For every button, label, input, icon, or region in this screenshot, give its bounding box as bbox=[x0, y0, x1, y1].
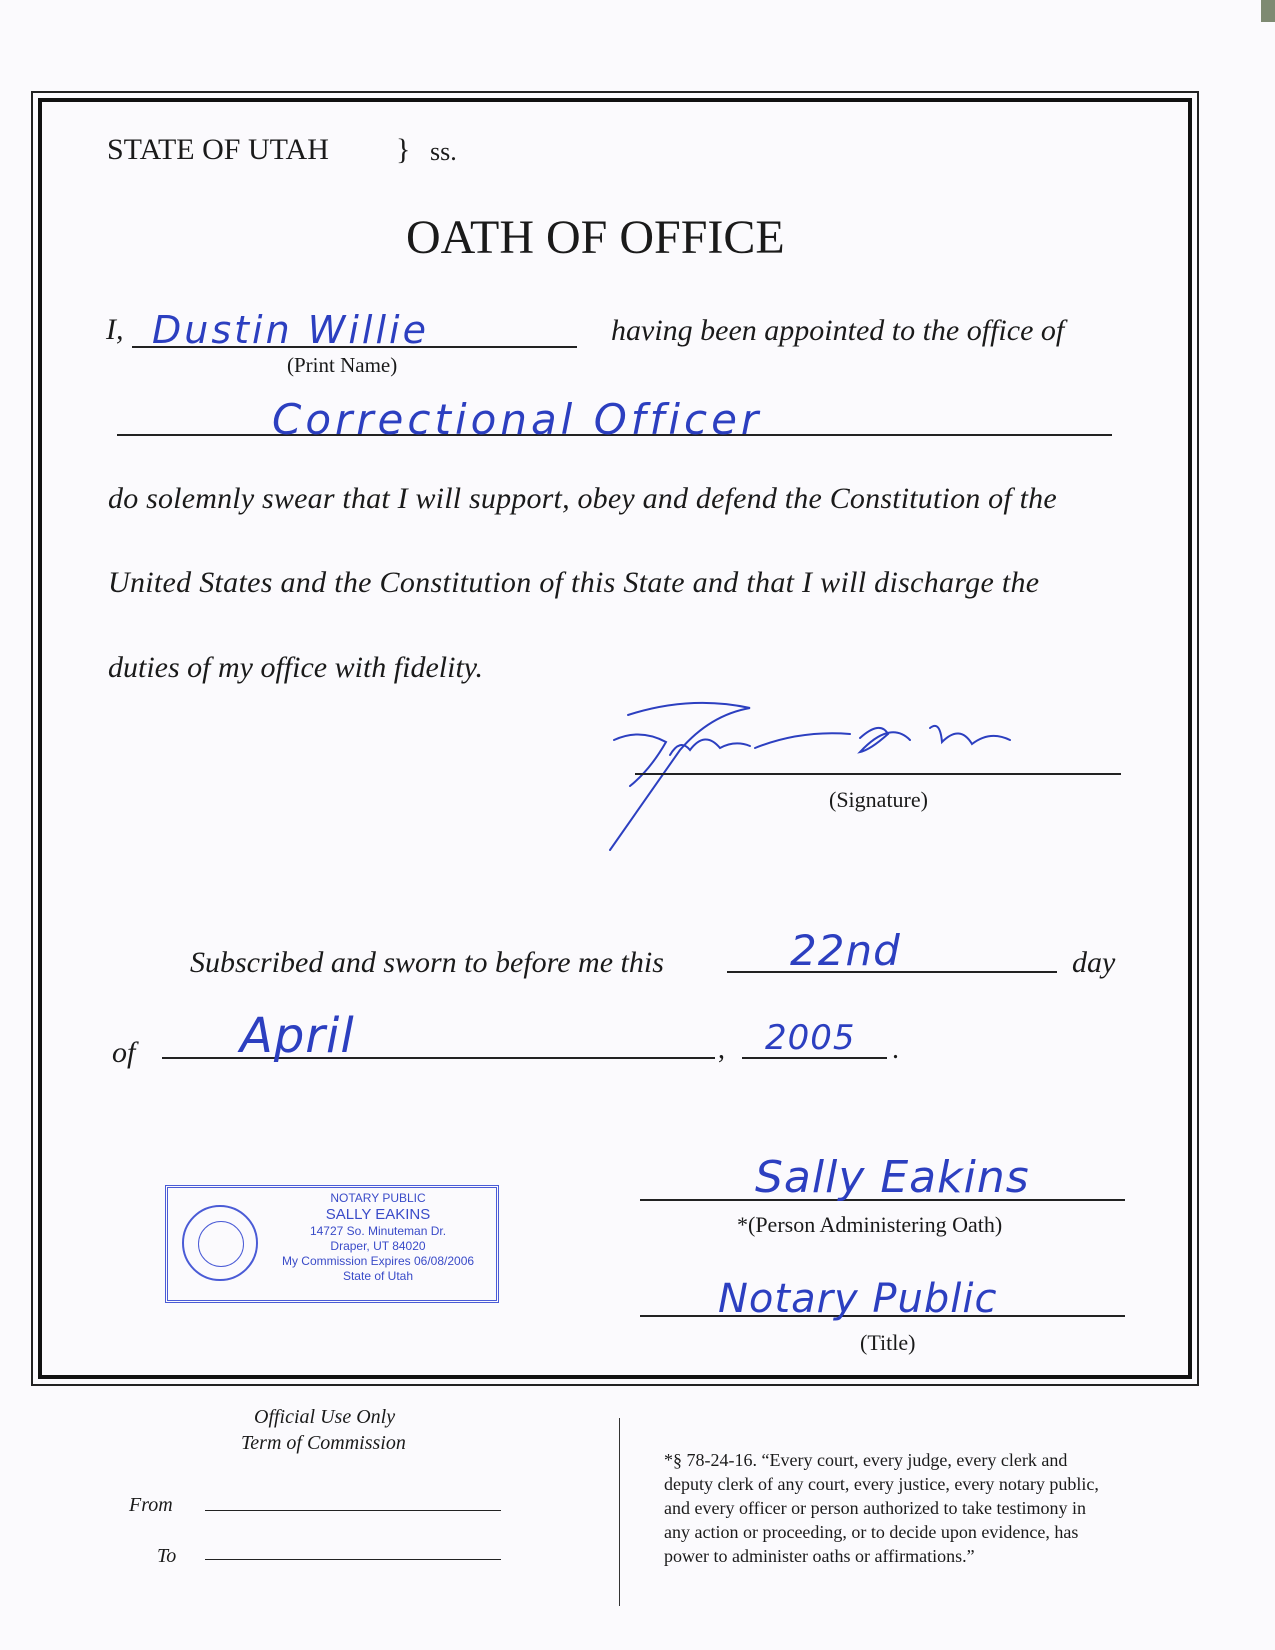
notary-stamp bbox=[165, 1185, 499, 1303]
oath-body-line-1: do solemnly swear that I will support, obey and defend the Constitution of the bbox=[108, 482, 1057, 515]
to-label: To bbox=[157, 1545, 177, 1567]
scan-edge bbox=[1261, 0, 1275, 22]
oath-body-line-2: United States and the Constitution of this State and that I will discharge the bbox=[108, 566, 1040, 599]
signature-caption: (Signature) bbox=[829, 787, 928, 812]
page-title: OATH OF OFFICE bbox=[406, 211, 785, 264]
from-line bbox=[205, 1510, 501, 1511]
handwritten-title: Notary Public bbox=[718, 1276, 998, 1322]
officer-signature bbox=[570, 690, 1090, 860]
date-period: . bbox=[892, 1034, 899, 1065]
of-word: of bbox=[112, 1036, 136, 1069]
ss-label: ss. bbox=[430, 137, 457, 166]
stamp-state: State of Utah bbox=[342, 1269, 414, 1283]
handwritten-month: April bbox=[240, 1008, 355, 1064]
footnote-line-1: *§ 78-24-16. “Every court, every judge, every clerk and bbox=[664, 1450, 1068, 1470]
footer-divider bbox=[619, 1418, 620, 1606]
stamp-address-2: Draper, UT 84020 bbox=[330, 1239, 426, 1253]
from-label: From bbox=[129, 1494, 173, 1516]
stamp-commission: My Commission Expires 06/08/2006 bbox=[281, 1254, 475, 1268]
term-heading: Term of Commission bbox=[241, 1432, 406, 1454]
state-header bbox=[107, 133, 329, 167]
handwritten-day: 22nd bbox=[790, 926, 901, 975]
footnote bbox=[664, 1448, 1099, 1568]
subscribed-text: Subscribed and sworn to before me this bbox=[190, 946, 664, 979]
stamp-notary-public: NOTARY PUBLIC bbox=[330, 1191, 426, 1205]
to-line bbox=[205, 1559, 501, 1560]
state-brace: } bbox=[396, 133, 411, 166]
footnote-line-5: power to administer oaths or affirmations.” bbox=[664, 1546, 975, 1566]
state-seal-icon bbox=[182, 1205, 258, 1281]
appointed-text: having been appointed to the office of bbox=[611, 314, 1065, 347]
footnote-line-3: and every officer or person authorized to take testimony in bbox=[664, 1498, 1087, 1518]
state-name: STATE OF UTAH bbox=[107, 133, 329, 166]
oath-body-line-3: duties of my office with fidelity. bbox=[108, 651, 483, 684]
date-comma: , bbox=[718, 1034, 725, 1065]
handwritten-name: Dustin Willie bbox=[152, 308, 429, 352]
footnote-line-2: deputy clerk of any court, every justice, every notary public, bbox=[664, 1474, 1099, 1494]
footnote-line-4: any action or proceeding, or to decide upon evidence, has bbox=[664, 1522, 1079, 1542]
handwritten-administering-signature: Sally Eakins bbox=[755, 1152, 1030, 1203]
handwritten-year: 2005 bbox=[765, 1018, 856, 1058]
title-caption: (Title) bbox=[860, 1330, 916, 1355]
signature-line bbox=[635, 773, 1121, 775]
day-word: day bbox=[1072, 946, 1116, 979]
administering-caption: *(Person Administering Oath) bbox=[737, 1212, 1003, 1237]
stamp-address-1: 14727 So. Minuteman Dr. bbox=[309, 1224, 447, 1238]
name-caption: (Print Name) bbox=[287, 353, 398, 377]
official-use-heading: Official Use Only bbox=[254, 1406, 396, 1428]
handwritten-office: Correctional Officer bbox=[272, 395, 763, 444]
oath-prefix: I, bbox=[106, 313, 124, 346]
stamp-name: SALLY EAKINS bbox=[325, 1206, 431, 1223]
